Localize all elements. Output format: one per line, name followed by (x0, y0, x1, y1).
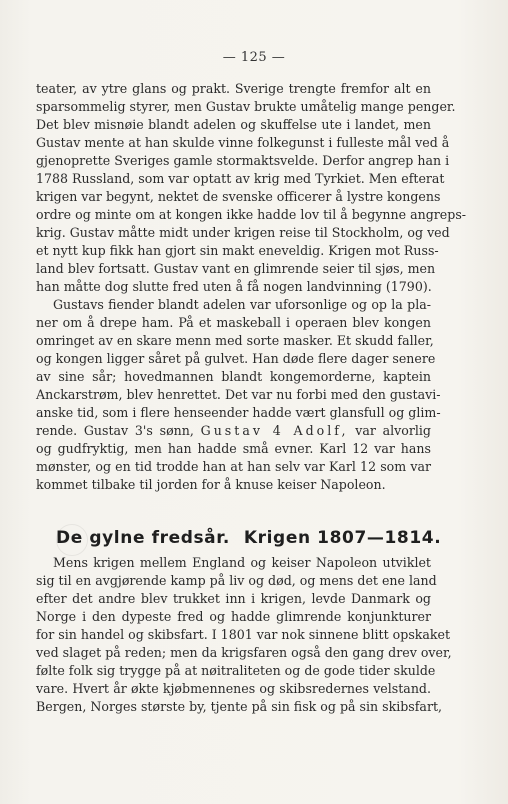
body-text-top (36, 80, 467, 494)
text-line: og gudfryktig, men han hadde små evner. Karl 12 var hans (36, 441, 431, 456)
text-line: sparsommelig styrer, men Gustav brukte umåtelig mange penger. (36, 99, 456, 114)
text-line: Det blev misnøie blandt adelen og skuffelse ute i landet, men (36, 117, 431, 132)
text-line: for sin handel og skibsfart. I 1801 var nok sinnene blitt opskaket (36, 627, 451, 642)
text-line: ner om å drepe ham. På et maskeball i operaen blev kongen (36, 315, 431, 330)
text-line: mønster, og en tid trodde han at han selv var Karl 12 som var (36, 459, 431, 474)
text-line: omringet av en skare menn med sorte masker. Et skudd faller, (36, 333, 434, 348)
text-line: krig. Gustav måtte midt under krigen reise til Stockholm, og ved (36, 225, 450, 240)
text-line: teater, av ytre glans og prakt. Sverige trengte fremfor alt en (36, 81, 431, 96)
text-line: Gustav mente at han skulde vinne folkegunst i fulleste mål ved å (36, 135, 450, 150)
text-line: sig til en avgjørende kamp på liv og død, og mens det ene land (36, 573, 437, 588)
section-heading (56, 528, 442, 548)
text-line: og kongen ligger såret på gulvet. Han døde flere dager senere (36, 351, 436, 366)
text-line: kommet tilbake til jorden for å knuse keiser Napoleon. (36, 477, 386, 492)
text-line: Gustavs fiender blandt adelen var uforsonlige og op la pla- (53, 297, 431, 312)
spaced-name: Gustav 4 Adolf, (200, 423, 349, 438)
text-fragment: var alvorlig (355, 423, 431, 438)
text-line: vare. Hvert år økte kjøbmennenes og skibsredernes velstand. (36, 681, 431, 696)
text-line: Bergen, Norges største by, tjente på sin fisk og på sin skibsfart, (36, 699, 443, 714)
text-line: efter det andre blev trukket inn i krigen, levde Danmark og (36, 591, 431, 606)
text-fragment: rende. Gustav 3's sønn, (36, 423, 194, 438)
text-line: land blev fortsatt. Gustav vant en glimrende seier til sjøs, men (36, 261, 436, 276)
text-line: Mens krigen mellem England og keiser Napoleon utviklet (53, 555, 431, 570)
text-line: Norge i den dypeste fred og hadde glimrende konjunkturer (36, 609, 431, 624)
text-line: gjenoprette Sveriges gamle stormaktsvelde. Derfor angrep han i (36, 153, 450, 168)
text-line: anske tid, som i flere henseender hadde vært glansfull og glim- (36, 405, 441, 420)
text-line-rende (36, 422, 431, 440)
page-number: — 125 — (222, 50, 286, 65)
text-line: et nytt kup fikk han gjort sin makt eneveldig. Krigen mot Russ- (36, 243, 439, 258)
text-line: 1788 Russland, som var optatt av krig med Tyrkiet. Men efterat (36, 171, 445, 186)
text-line: han måtte dog slutte fred uten å få nogen landvinning (1790). (36, 279, 432, 294)
text-line: Anckarstrøm, blev henrettet. Det var nu forbi med den gustavi- (36, 387, 441, 402)
body-text-bottom (36, 554, 452, 716)
text-line: av sine sår; hovedmannen blandt kongemorderne, kaptein (36, 369, 431, 384)
text-line: ordre og minte om at kongen ikke hadde lov til å begynne angreps- (36, 207, 467, 222)
heading-part: De gylne fredsår. (56, 528, 230, 548)
text-line: ved slaget på reden; men da krigsfaren også den gang drev over, (36, 645, 452, 660)
text-line: krigen var begynt, nektet de svenske officerer å lystre kongens (36, 189, 441, 204)
heading-part: Krigen 1807—1814. (243, 528, 442, 548)
text-line: følte folk sig trygge på at nøitraliteten og de gode tider skulde (36, 663, 436, 678)
